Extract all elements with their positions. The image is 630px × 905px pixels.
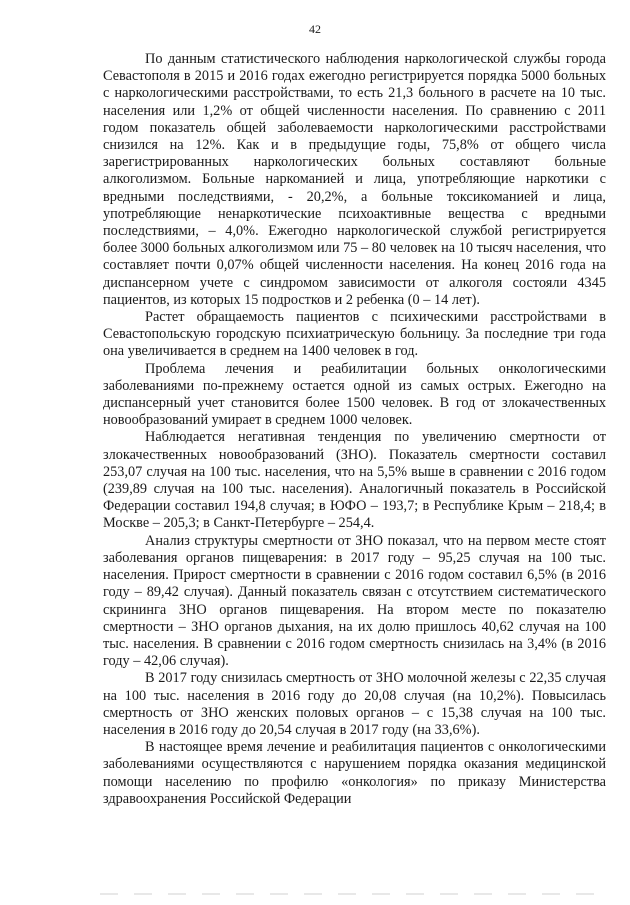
paragraph-psychiatry: Растет обращаемость пациентов с психическими расстройствами в Севастопольскую городскую психиатрическую больницу. За последние три года она увеличивается в среднем на 1400 человек в год. bbox=[103, 309, 606, 360]
body-text bbox=[103, 51, 606, 808]
paragraph-treatment: В настоящее время лечение и реабилитация пациентов с онкологическими заболеваниями осуществляются с нарушением порядка оказания медицинской помощи населению по профилю «онкология» по приказу Министерства здравоохранения Российской Федерации bbox=[103, 739, 606, 807]
paragraph-mortality-trend: Наблюдается негативная тенденция по увеличению смертности от злокачественных новообразований (ЗНО). Показатель смертности составил 253,07 случая на 100 тыс. населения, что на 5,5% выше в сравнении с 2016 годом (239,89 случая на 100 тыс. населения). Аналогичный показатель в Российской Федерации составил 194,8 случая; в ЮФО – 193,7; в Республике Крым – 218,4; в Москве – 205,3; в Санкт-Петербурге – 254,4. bbox=[103, 429, 606, 532]
paragraph-mortality-structure: Анализ структуры смертности от ЗНО показал, что на первом месте стоят заболевания органов пищеварения: в 2017 году – 95,25 случая на 100 тыс. населения. Прирост смертности в сравнении с 2016 годом составил 6,5% (в 2016 году – 89,42 случая). Данный показатель связан с отсутствием систематического скрининга ЗНО органов пищеварения. На втором месте по показателю смертности – ЗНО органов дыхания, на их долю пришлось 40,62 случая на 100 тыс. населения. В сравнении с 2016 годом смертность снизилась на 3,4% (в 2016 году – 42,06 случая). bbox=[103, 532, 606, 670]
page-number: 42 bbox=[309, 22, 321, 36]
paragraph-narcology: По данным статистического наблюдения наркологической службы города Севастополя в 2015 и 2016 годах ежегодно регистрируется порядка 5000 больных с наркологическими расстройствами, то есть 21,3 больного в расчете на 10 тыс. населения или 1,2% от общей численности населения. По сравнению с 2011 годом показатель общей заболеваемости наркологическими расстройствами снизился на 12%. Как и в предыдущие годы, 75,8% от общего числа зарегистрированных наркологических больных составляют больные алкоголизмом. Больные наркоманией и лица, употребляющие наркотики с вредными последствиями, - 20,2%, а больные токсикоманией и лица, употребляющие ненаркотические психоактивные вещества с вредными последствиями, – 4,0%. Ежегодно наркологической службой регистрируется более 3000 больных алкоголизмом или 75 – 80 человек на 10 тысяч населения, что составляет почти 0,07% общей численности населения. На конец 2016 года на диспансерном учете с синдромом зависимости от алкоголя состояли 4345 пациентов, из которых 15 подростков и 2 ребенка (0 – 14 лет). bbox=[103, 51, 606, 308]
paragraph-oncology-problem: Проблема лечения и реабилитации больных онкологическими заболеваниями по-прежнему остается одной из самых острых. Ежегодно на диспансерный учет становится более 1500 человек. В год от злокачественных новообразований умирает в среднем 1000 человек. bbox=[103, 360, 606, 429]
scan-edge-artifact bbox=[100, 893, 610, 895]
paragraph-breast-cancer: В 2017 году снизилась смертность от ЗНО молочной железы с 22,35 случая на 100 тыс. населения в 2016 году до 20,08 случая (на 10,2%). Повысилась смертность от ЗНО женских половых органов – с 15,38 случая на 100 тыс. населения в 2016 году до 20,54 случая в 2017 году (на 33,6%). bbox=[103, 670, 606, 738]
